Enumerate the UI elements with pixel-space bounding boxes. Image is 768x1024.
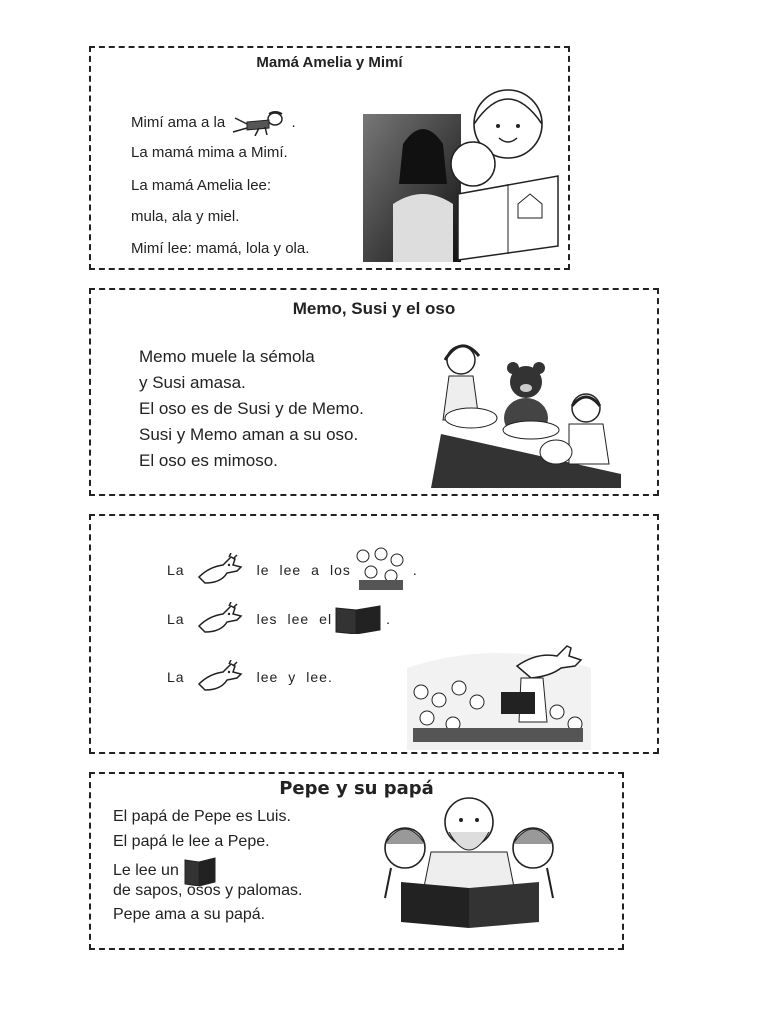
story-line: Mimí lee: mamá, lola y ola.	[131, 240, 310, 257]
doll-icon	[229, 110, 287, 136]
goat-icon	[195, 553, 245, 587]
story-line: Susi y Memo aman a su oso.	[139, 425, 359, 444]
story-line: La mamá mima a Mimí.	[131, 144, 288, 161]
story-line: La mamá Amelia lee:	[131, 177, 272, 194]
goat-icon	[195, 602, 245, 636]
goat-icon	[195, 660, 245, 694]
story-card-memo-susi	[89, 288, 659, 496]
reading-row: La le lee a los .	[167, 546, 428, 594]
story-line: Le lee un	[113, 856, 217, 886]
story-card-mama-amelia	[89, 46, 570, 270]
reading-row: La les lee el .	[167, 602, 401, 636]
card-title: Pepe y su papá	[279, 778, 434, 799]
story-card-pepe	[89, 772, 624, 950]
father-reading-to-boys-illustration	[371, 792, 567, 938]
card-title: Mamá Amelia y Mimí	[256, 54, 403, 71]
piglets-icon	[353, 546, 409, 594]
story-line: El oso es de Susi y de Memo.	[139, 399, 364, 418]
story-line: Mimí ama a la .	[131, 110, 296, 136]
book-icon	[334, 604, 382, 634]
story-line: de sapos, osos y palomas.	[113, 882, 303, 899]
card-title: Memo, Susi y el oso	[292, 299, 456, 318]
story-line: Pepe ama a su papá.	[113, 906, 266, 923]
story-line: El papá le lee a Pepe.	[113, 833, 270, 850]
goat-reading-to-piglets-illustration	[407, 628, 591, 750]
children-bear-illustration	[431, 334, 631, 490]
reading-row: La lee y lee.	[167, 660, 343, 694]
story-line: mula, ala y miel.	[131, 208, 240, 225]
story-line: Memo muele la sémola	[139, 347, 315, 366]
story-line: El oso es mimoso.	[139, 451, 278, 470]
story-card-goat	[89, 514, 659, 754]
mother-reading-illustration	[363, 84, 563, 264]
story-line: y Susi amasa.	[139, 373, 246, 392]
story-line: El papá de Pepe es Luis.	[113, 808, 291, 825]
